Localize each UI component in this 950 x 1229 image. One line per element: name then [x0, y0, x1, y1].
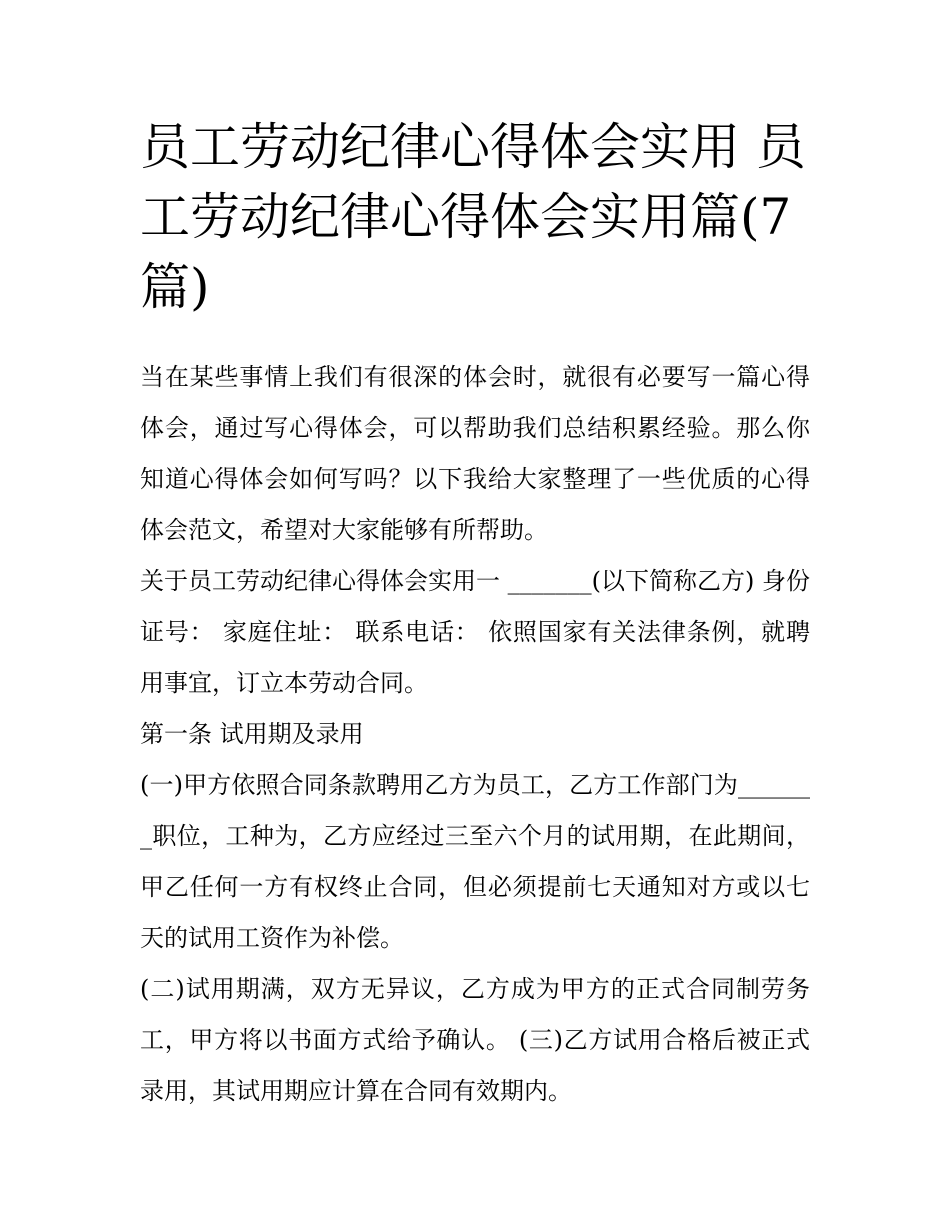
- contract-intro-paragraph: 关于员工劳动纪律心得体会实用一 _______(以下简称乙方) 身份证号： 家庭住址： 联系电话： 依照国家有关法律条例，就聘用事宜，订立本劳动合同。: [140, 567, 810, 697]
- article-one-heading: 第一条 试用期及录用: [140, 720, 364, 748]
- intro-paragraph: 当在某些事情上我们有很深的体会时，就很有必要写一篇心得体会，通过写心得体会，可以帮助我们总结积累经验。那么你知道心得体会如何写吗？以下我给大家整理了一些优质的心得体会范文，希望对大家能够有所帮助。: [140, 363, 810, 544]
- document-title: 员工劳动纪律心得体会实用 员工劳动纪律心得体会实用篇(7篇): [140, 118, 806, 316]
- clause-two-three-paragraph: (二)试用期满，双方无异议，乙方成为甲方的正式合同制劳务工，甲方将以书面方式给予确认。 (三)乙方试用合格后被正式录用，其试用期应计算在合同有效期内。: [140, 975, 810, 1105]
- document-body: [140, 352, 810, 1117]
- clause-one-paragraph: (一)甲方依照合同条款聘用乙方为员工，乙方工作部门为_______职位，工种为，乙方应经过三至六个月的试用期，在此期间，甲乙任何一方有权终止合同，但必须提前七天通知对方或以七天的试用工资作为补偿。: [140, 771, 810, 952]
